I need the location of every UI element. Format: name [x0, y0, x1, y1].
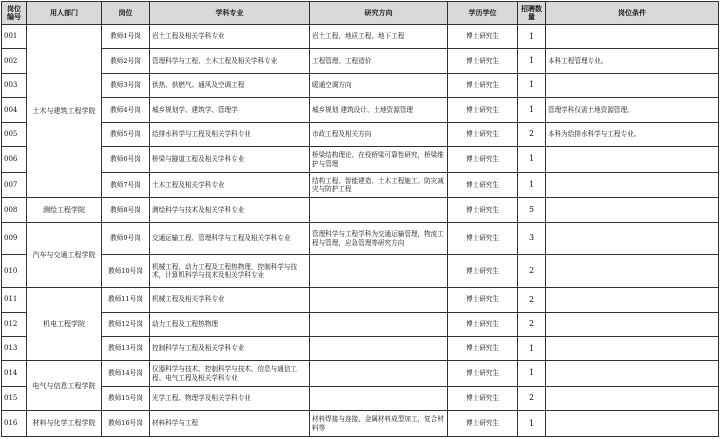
job-post: 教师14号岗	[102, 361, 150, 386]
dept-auto: 汽车与交通工程学院	[27, 222, 102, 287]
job-post: 教师1号岗	[102, 25, 150, 49]
table-row	[2, 198, 719, 222]
job-major: 给排水科学与工程及相关学科专业	[150, 122, 310, 146]
job-count: 1	[518, 147, 546, 172]
job-count: 5	[518, 198, 546, 222]
job-major: 仪器科学与技术、控制科学与技术、信息与通信工程、电气工程及相关学科专业	[150, 361, 310, 386]
job-condition	[546, 147, 719, 172]
job-degree: 博士研究生	[448, 49, 518, 73]
job-code: 004	[2, 98, 27, 122]
job-post: 教师7号岗	[102, 172, 150, 197]
job-degree: 博士研究生	[448, 98, 518, 122]
job-post: 教师9号岗	[102, 222, 150, 255]
job-degree: 博士研究生	[448, 73, 518, 97]
job-research: 管理科学与工程学科为交通运输管理，物流工程与管理，应急管理等研究方向	[310, 222, 448, 255]
job-degree: 博士研究生	[448, 147, 518, 172]
header-degree: 学历学位	[448, 2, 518, 25]
job-condition	[546, 198, 719, 222]
job-research: 结构工程、智能建造、土木工程施工、防灾减灾与防护工程	[310, 172, 448, 197]
job-code: 003	[2, 73, 27, 97]
dept-mat: 材料与化学工程学院	[27, 411, 102, 437]
job-major: 机械工程及相关学科专业	[150, 288, 310, 312]
table-row	[2, 255, 719, 288]
job-post: 教师2号岗	[102, 49, 150, 73]
job-research	[310, 361, 448, 386]
table-row	[2, 172, 719, 197]
job-condition	[546, 361, 719, 386]
job-major: 供热、供燃气、通风及空调工程	[150, 73, 310, 97]
job-count: 2	[518, 312, 546, 336]
dept-mech: 机电工程学院	[27, 288, 102, 361]
job-count: 1	[518, 98, 546, 122]
job-degree: 博士研究生	[448, 198, 518, 222]
job-research	[310, 198, 448, 222]
job-degree: 博士研究生	[448, 312, 518, 336]
job-research	[310, 255, 448, 288]
table-header	[2, 2, 719, 25]
job-count: 1	[518, 172, 546, 197]
job-degree: 博士研究生	[448, 288, 518, 312]
job-research: 暖通空调方向	[310, 73, 448, 97]
job-code: 012	[2, 312, 27, 336]
job-count: 2	[518, 255, 546, 288]
job-count: 1	[518, 25, 546, 49]
recruitment-table	[1, 1, 719, 437]
job-code: 010	[2, 255, 27, 288]
header-code: 岗位编号	[2, 2, 27, 25]
job-major: 桥梁与隧道工程及相关学科专业	[150, 147, 310, 172]
table-row	[2, 98, 719, 122]
job-code: 005	[2, 122, 27, 146]
table-row	[2, 411, 719, 437]
job-code: 014	[2, 361, 27, 386]
job-research: 城乡规划 建筑设计、土地资源管理	[310, 98, 448, 122]
job-count: 2	[518, 122, 546, 146]
job-research: 材料焊接与连接、金属材料成型加工，复合材料等	[310, 411, 448, 437]
job-major: 交通运输工程、管理科学与工程及相关学科专业	[150, 222, 310, 255]
job-major: 机械工程，动力工程及工程热物理，控制科学与技术，计算机科学与技术及相关学科专业	[150, 255, 310, 288]
job-code: 009	[2, 222, 27, 255]
job-count: 3	[518, 222, 546, 255]
job-post: 教师8号岗	[102, 198, 150, 222]
job-count: 1	[518, 411, 546, 437]
job-post: 教师3号岗	[102, 73, 150, 97]
job-condition	[546, 336, 719, 360]
header-major: 学科专业	[150, 2, 310, 25]
job-degree: 博士研究生	[448, 411, 518, 437]
job-code: 013	[2, 336, 27, 360]
job-post: 教师16号岗	[102, 411, 150, 437]
job-count: 1	[518, 49, 546, 73]
job-post: 教师10号岗	[102, 255, 150, 288]
job-research: 工程管理、工程造价	[310, 49, 448, 73]
table-row	[2, 361, 719, 386]
job-condition	[546, 386, 719, 410]
job-count: 2	[518, 386, 546, 410]
header-dept: 用人部门	[27, 2, 102, 25]
job-post: 教师13号岗	[102, 336, 150, 360]
job-post: 教师6号岗	[102, 147, 150, 172]
job-count: 1	[518, 73, 546, 97]
job-major: 管理科学与工程、土木工程及相关学科专业	[150, 49, 310, 73]
table-row	[2, 312, 719, 336]
table-row	[2, 49, 719, 73]
job-code: 011	[2, 288, 27, 312]
header-condition: 岗位条件	[546, 2, 719, 25]
job-major: 城乡规划学、建筑学、管理学	[150, 98, 310, 122]
job-research: 桥梁结构理论、在役桥梁可靠性研究，桥梁维护与管理	[310, 147, 448, 172]
job-research	[310, 336, 448, 360]
dept-survey: 测绘工程学院	[27, 198, 102, 222]
table-row	[2, 288, 719, 312]
job-major: 土木工程及相关学科专业	[150, 172, 310, 197]
job-research: 市政工程及相关方向	[310, 122, 448, 146]
job-condition	[546, 73, 719, 97]
job-research: 岩土工程、地质工程、地下工程	[310, 25, 448, 49]
job-condition	[546, 25, 719, 49]
job-condition	[546, 255, 719, 288]
table-row	[2, 25, 719, 49]
job-code: 002	[2, 49, 27, 73]
job-degree: 博士研究生	[448, 222, 518, 255]
job-condition: 本科工程管理专业。	[546, 49, 719, 73]
header-research: 研究方向	[310, 2, 448, 25]
header-count: 招聘数量	[518, 2, 546, 25]
job-post: 教师15号岗	[102, 386, 150, 410]
job-post: 教师11号岗	[102, 288, 150, 312]
table-row	[2, 336, 719, 360]
job-count: 1	[518, 361, 546, 386]
job-code: 007	[2, 172, 27, 197]
job-degree: 博士研究生	[448, 172, 518, 197]
job-degree: 博士研究生	[448, 255, 518, 288]
job-major: 测绘科学与技术及相关学科专业	[150, 198, 310, 222]
job-code: 001	[2, 25, 27, 49]
header-post: 岗位	[102, 2, 150, 25]
job-major: 光学工程、物理学及相关学科专业	[150, 386, 310, 410]
job-degree: 博士研究生	[448, 25, 518, 49]
job-degree: 博士研究生	[448, 361, 518, 386]
job-research	[310, 312, 448, 336]
job-count: 1	[518, 336, 546, 360]
job-condition: 管理学科仅需土地资源管理。	[546, 98, 719, 122]
job-major: 岩土工程及相关学科专业	[150, 25, 310, 49]
job-condition	[546, 312, 719, 336]
job-major: 动力工程及工程热物理	[150, 312, 310, 336]
job-code: 016	[2, 411, 27, 437]
job-degree: 博士研究生	[448, 386, 518, 410]
job-code: 008	[2, 198, 27, 222]
table-row	[2, 73, 719, 97]
job-major: 控制科学与工程及相关学科专业	[150, 336, 310, 360]
table-row	[2, 122, 719, 146]
job-research	[310, 288, 448, 312]
table-row	[2, 386, 719, 410]
table-body	[2, 25, 719, 437]
table-row	[2, 147, 719, 172]
job-condition	[546, 222, 719, 255]
job-condition	[546, 288, 719, 312]
dept-elec: 电气与信息工程学院	[27, 361, 102, 411]
job-post: 教师12号岗	[102, 312, 150, 336]
job-code: 015	[2, 386, 27, 410]
job-post: 教师4号岗	[102, 98, 150, 122]
dept-civil: 土木与建筑工程学院	[27, 25, 102, 198]
job-degree: 博士研究生	[448, 336, 518, 360]
job-condition: 本科为给排水科学与工程专业。	[546, 122, 719, 146]
table-row	[2, 222, 719, 255]
job-degree: 博士研究生	[448, 122, 518, 146]
job-code: 006	[2, 147, 27, 172]
job-count: 2	[518, 288, 546, 312]
job-major: 材料科学与工程	[150, 411, 310, 437]
job-condition	[546, 411, 719, 437]
job-research	[310, 386, 448, 410]
job-post: 教师5号岗	[102, 122, 150, 146]
job-condition	[546, 172, 719, 197]
